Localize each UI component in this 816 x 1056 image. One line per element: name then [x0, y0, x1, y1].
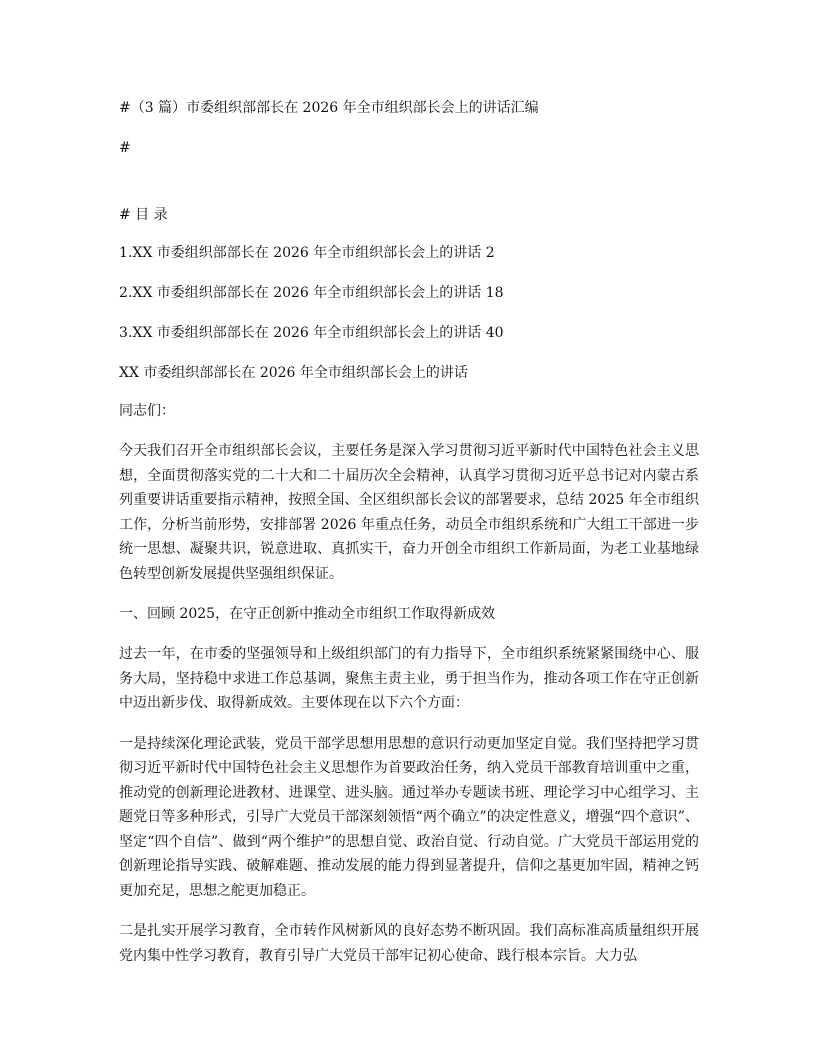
toc-item-3: 3.XX 市委组织部部长在 2026 年全市组织部长会上的讲话 40 — [119, 325, 504, 341]
intro-paragraph: 今天我们召开全市组织部长会议，主要任务是深入学习贯彻习近平新时代中国特色社会主义思想，全面贯彻落实党的二十大和二十届历次全会精神，认真学习贯彻习近平总书记对内蒙古系列重要讲话重要指示精神，按照全国、全区组织部长会议的部署要求，总结 2025 年全市组织工作，分析当前形势，安排部署 2026 年重点任务，动员全市组织系统和广大组工干部进一步统一思想、凝聚共识，锐意进取、真抓实干，奋力开创全市组织工作新局面，为老工业基地绿色转型创新发展提供坚强组织保证。 — [119, 443, 699, 582]
speech-title: XX 市委组织部部长在 2026 年全市组织部长会上的讲话 — [119, 365, 468, 381]
toc-item-1: 1.XX 市委组织部部长在 2026 年全市组织部长会上的讲话 2 — [119, 245, 495, 261]
section-heading: 一、回顾 2025，在守正创新中推动全市组织工作取得新成效 — [119, 606, 496, 622]
hash-line: # — [119, 140, 131, 156]
toc-heading: # 目 录 — [119, 207, 168, 223]
body-paragraph-2: 一是持续深化理论武装，党员干部学思想用思想的意识行动更加坚定自觉。我们坚持把学习贯彻习近平新时代中国特色社会主义思想作为首要政治任务，纳入党员干部教育培训重中之重，推动党的创新理论进教材、进课堂、进头脑。通过举办专题读书班、理论学习中心组学习、主题党日等多种形式，引导广大党员干部深刻领悟“两个确立”的决定性意义，增强“四个意识”、坚定“四个自信”、做到“两个维护”的思想自觉、政治自觉、行动自觉。广大党员干部运用党的创新理论指导实践、破解难题、推动发展的能力得到显著提升，信仰之基更加牢固，精神之钙更加充足，思想之舵更加稳正。 — [119, 735, 699, 899]
toc-item-2: 2.XX 市委组织部部长在 2026 年全市组织部长会上的讲话 18 — [119, 285, 504, 301]
greeting: 同志们： — [119, 403, 175, 419]
body-paragraph-3: 二是扎实开展学习教育，全市转作风树新风的良好态势不断巩固。我们高标准高质量组织开展党内集中性学习教育，教育引导广大党员干部牢记初心使命、践行根本宗旨。大力弘 — [119, 923, 699, 964]
document-title: #（3 篇）市委组织部部长在 2026 年全市组织部长会上的讲话汇编 — [119, 100, 539, 116]
document-page — [119, 96, 699, 968]
body-paragraph-1: 过去一年，在市委的坚强领导和上级组织部门的有力指导下，全市组织系统紧紧围绕中心、服务大局，坚持稳中求进工作总基调，聚焦主责主业，勇于担当作为，推动各项工作在守正创新中迈出新步伐、取得新成效。主要体现在以下六个方面： — [119, 646, 699, 711]
